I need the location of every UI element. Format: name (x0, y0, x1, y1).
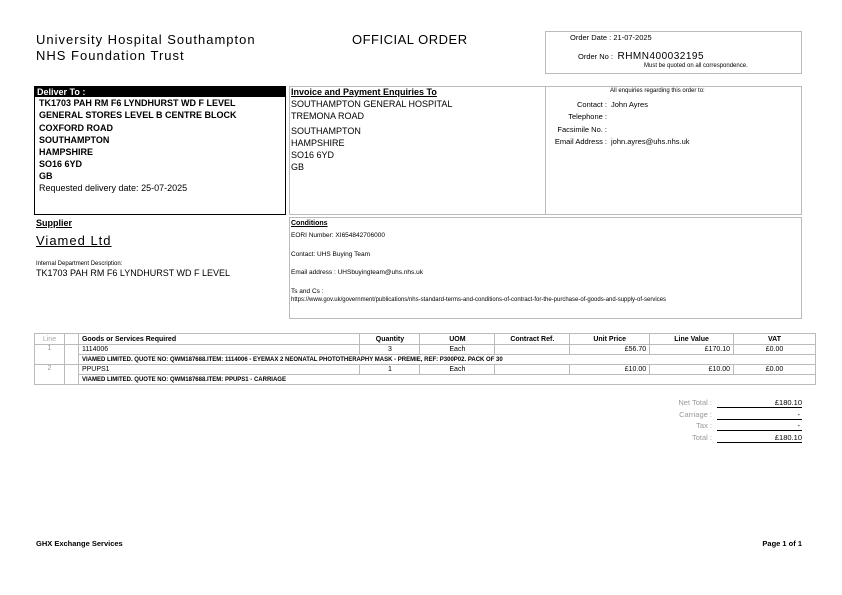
col-contract-ref: Contract Ref. (495, 334, 570, 345)
invoice-line-2: TREMONA ROAD (291, 111, 365, 121)
row-line-number: 1 (35, 345, 65, 365)
table-header-row (35, 334, 816, 345)
enquiries-note: All enquiries regarding this order to: (610, 88, 705, 94)
requested-date: 25-07-2025 (141, 183, 188, 193)
carriage-value: - (797, 410, 800, 419)
deliver-line-5: HAMPSHIRE (39, 147, 94, 157)
table-row-desc (35, 375, 816, 385)
conditions-email: Email address : UHSbuyingteam@uhs.nhs.uk (291, 269, 423, 276)
row-code: 1114006 (78, 345, 360, 355)
table-row (35, 345, 816, 355)
row-line-value: £170.10 (650, 345, 734, 355)
order-no-label: Order No : (578, 52, 614, 61)
table-row-desc (35, 355, 816, 365)
row-vat: £0.00 (734, 365, 816, 375)
net-total-value: £180.10 (774, 398, 802, 407)
conditions-box (289, 217, 802, 319)
deliver-line-7: GB (39, 171, 53, 181)
deliver-line-2: GENERAL STORES LEVEL B CENTRE BLOCK (39, 110, 237, 120)
col-line: Line (35, 334, 65, 345)
ts-link[interactable]: https://www.gov.uk/government/publications/nhs-standard-terms-and-conditions-of-contract-for-the-purchase-of-goods-and-supply-of-services (291, 297, 667, 303)
row-description: VIAMED LIMITED. QUOTE NO: QWM187688.ITEM: 1114006 - EYEMAX 2 NEONATAL PHOTOTHERAPHY MASK - PREMIE, REF: P300P02. PACK OF 30 (78, 355, 815, 365)
order-number: RHMN400032195 (617, 51, 705, 62)
col-uom: UOM (420, 334, 495, 345)
deliver-line-1: TK1703 PAH RM F6 LYNDHURST WD F LEVEL (39, 98, 236, 108)
net-total-label: Net Total : (678, 398, 712, 407)
invoice-box (289, 86, 546, 215)
tax-value: - (797, 421, 800, 430)
deliver-line-3: COXFORD ROAD (39, 123, 113, 133)
row-quantity: 3 (360, 345, 420, 355)
footer-left: GHX Exchange Services (36, 539, 123, 548)
conditions-heading: Conditions (291, 220, 328, 227)
invoice-line-1: SOUTHAMPTON GENERAL HOSPITAL (291, 99, 453, 109)
row-uom: Each (420, 365, 495, 375)
row-uom: Each (420, 345, 495, 355)
total-value: £180.10 (774, 433, 802, 442)
invoice-heading: Invoice and Payment Enquiries To (291, 87, 437, 97)
enquiries-box (545, 86, 802, 215)
row-vat: £0.00 (734, 345, 816, 355)
email-label: Email Address : (554, 137, 607, 146)
col-quantity: Quantity (360, 334, 420, 345)
row-unit-price: £10.00 (570, 365, 650, 375)
row-quantity: 1 (360, 365, 420, 375)
total-label: Total : (691, 433, 712, 442)
invoice-line-5: SO16 6YD (291, 150, 335, 160)
carriage-label: Carriage : (679, 410, 712, 419)
org-name-line2: NHS Foundation Trust (36, 48, 185, 63)
page-number: Page 1 of 1 (762, 539, 802, 548)
invoice-line-6: GB (291, 162, 305, 172)
order-date-label: Order Date : (570, 33, 612, 42)
dept-label: Internal Department Description: (36, 261, 123, 267)
org-name-line1: University Hospital Southampton (36, 32, 256, 47)
row-contract (495, 365, 570, 375)
order-date: 21-07-2025 (613, 33, 652, 42)
contact-name: John Ayres (611, 100, 648, 109)
requested-date-label: Requested delivery date: (39, 183, 139, 193)
conditions-contact: Contact: UHS Buying Team (291, 251, 370, 258)
deliver-line-4: SOUTHAMPTON (39, 135, 110, 145)
invoice-line-3: SOUTHAMPTON (291, 126, 361, 136)
deliver-to-heading: Deliver To : (35, 87, 285, 97)
row-line-number: 2 (35, 365, 65, 385)
quote-note: Must be quoted on all correspondence. (644, 63, 748, 69)
row-description: VIAMED LIMITED. QUOTE NO: QWM187688.ITEM: PPUPS1 - CARRIAGE (78, 375, 815, 385)
email-value: john.ayres@uhs.nhs.uk (611, 137, 690, 146)
deliver-to-box (34, 86, 286, 215)
contact-label: Contact : (576, 100, 607, 109)
telephone-label: Telephone : (568, 112, 607, 121)
col-line-value: Line Value (650, 334, 734, 345)
ts-label: Ts and Cs : (291, 288, 324, 295)
row-unit-price: £56.70 (570, 345, 650, 355)
supplier-name: Viamed Ltd (36, 233, 112, 248)
col-vat: VAT (734, 334, 816, 345)
deliver-line-6: SO16 6YD (39, 159, 83, 169)
fax-label: Facsimile No. : (557, 125, 607, 134)
col-unit-price: Unit Price (570, 334, 650, 345)
invoice-line-4: HAMPSHIRE (291, 138, 345, 148)
table-row (35, 365, 816, 375)
row-code: PPUPS1 (78, 365, 360, 375)
col-goods: Goods or Services Required (78, 334, 360, 345)
supplier-heading: Supplier (36, 218, 73, 228)
row-contract (495, 345, 570, 355)
dept-value: TK1703 PAH RM F6 LYNDHURST WD F LEVEL (36, 268, 231, 278)
tax-label: Tax : (696, 421, 712, 430)
eori-number: EORI Number: XI654842706000 (291, 232, 385, 239)
order-info-box (545, 31, 802, 74)
row-line-value: £10.00 (650, 365, 734, 375)
order-items-table (34, 333, 816, 385)
document-title: OFFICIAL ORDER (352, 32, 468, 47)
